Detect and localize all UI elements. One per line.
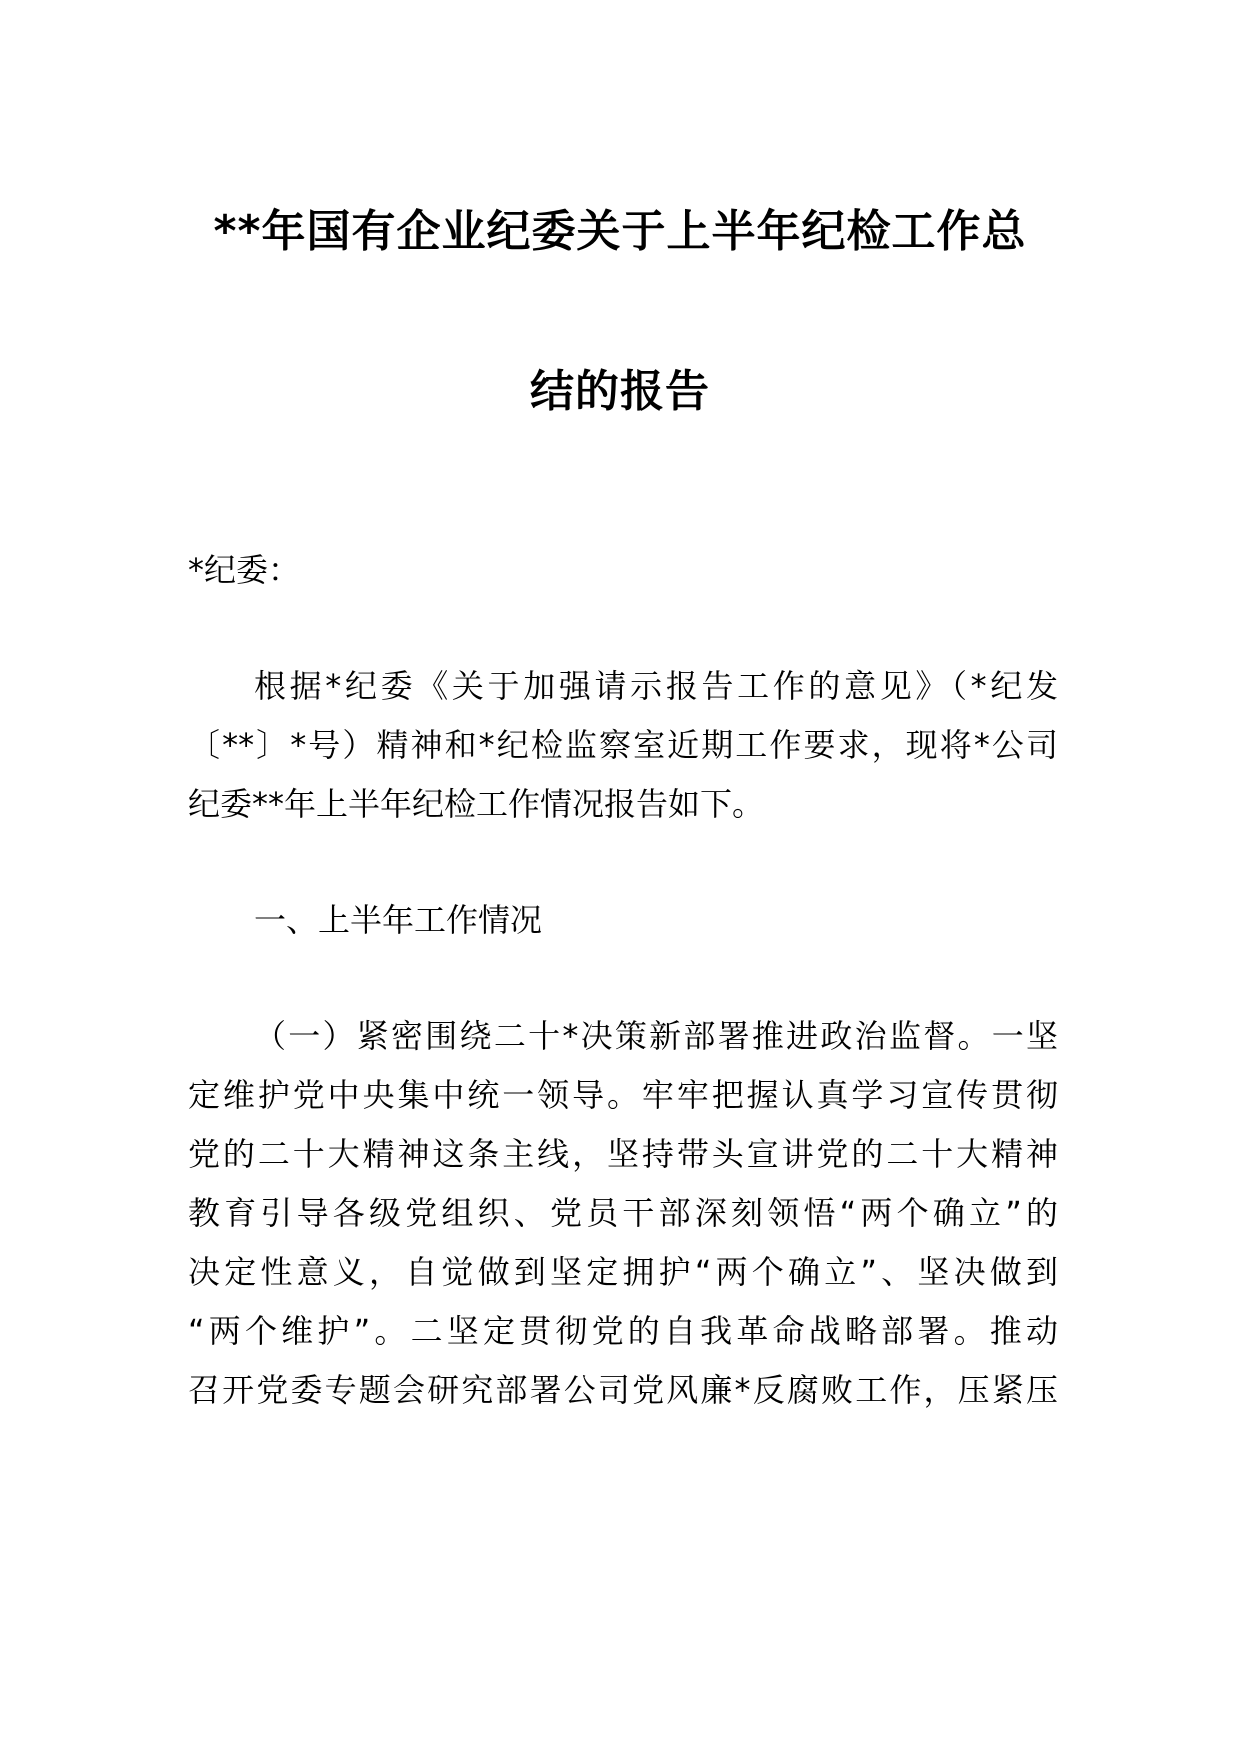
section-paragraph-line: 党的二十大精神这条主线，坚持带头宣讲党的二十大精神 [188, 1135, 1058, 1173]
section-heading: 一、上半年工作情况 [254, 901, 543, 939]
section-paragraph-line: 定维护党中央集中统一领导。牢牢把握认真学习宣传贯彻 [188, 1076, 1058, 1114]
intro-paragraph-line: 〔**〕*号）精神和*纪检监察室近期工作要求，现将*公司 [188, 726, 1058, 764]
intro-paragraph-line: 根据*纪委《关于加强请示报告工作的意见》（*纪发 [254, 667, 1058, 705]
document-title-line-1: **年国有企业纪委关于上半年纪检工作总 [213, 206, 1027, 257]
intro-paragraph-line: 纪委**年上半年纪检工作情况报告如下。 [188, 785, 765, 823]
section-paragraph-line: “两个维护”。二坚定贯彻党的自我革命战略部署。推动 [188, 1312, 1058, 1350]
salutation: *纪委： [188, 551, 301, 589]
section-paragraph-line: 召开党委专题会研究部署公司党风廉*反腐败工作，压紧压 [188, 1371, 1058, 1409]
section-paragraph-line: 决定性意义，自觉做到坚定拥护“两个确立”、坚决做到 [188, 1253, 1058, 1291]
section-paragraph-line: 教育引导各级党组织、党员干部深刻领悟“两个确立”的 [188, 1194, 1058, 1232]
document-title-line-2: 结的报告 [530, 366, 710, 417]
section-paragraph-line: （一）紧密围绕二十*决策新部署推进政治监督。一坚 [254, 1017, 1058, 1055]
